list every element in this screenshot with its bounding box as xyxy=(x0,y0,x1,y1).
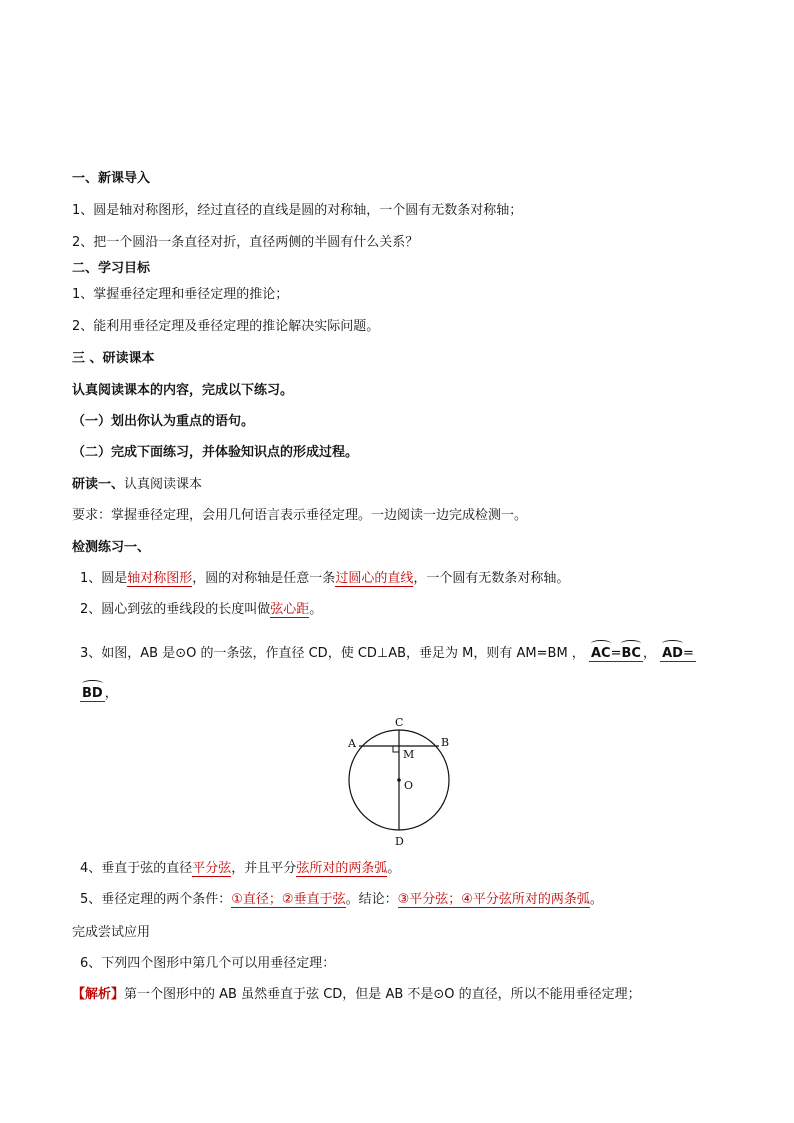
label-c: C xyxy=(395,716,404,729)
comma: ， xyxy=(642,646,656,661)
q1-answer-1: 轴对称图形 xyxy=(127,571,193,586)
center-point xyxy=(397,778,401,782)
section-title-intro: 一、新课导入 xyxy=(72,171,151,186)
q5-text: 5、垂径定理的两个条件： xyxy=(80,892,232,907)
q2-answer: 弦心距 xyxy=(270,602,310,617)
comma: ， xyxy=(104,686,118,701)
section-title-goals: 二、学习目标 xyxy=(72,261,151,276)
reading-one-label: 研读一、 xyxy=(72,477,125,492)
circle-figure xyxy=(340,712,460,852)
equals-sign: = xyxy=(682,646,694,661)
label-o: O xyxy=(404,779,414,792)
label-a: A xyxy=(348,737,356,750)
q4-text: 4、垂直于弦的直径 xyxy=(80,861,193,876)
analysis-text: 第一个图形中的 AB 虽然垂直于弦 CD，但是 AB 不是⊙O 的直径，所以不能用垂径定理； xyxy=(124,987,641,1002)
label-b: B xyxy=(441,736,450,749)
question-1 xyxy=(80,570,569,588)
requirement: 要求：掌握垂径定理，会用几何语言表示垂径定理。一边阅读一边完成检测一。 xyxy=(72,508,528,523)
q5-text: 。 xyxy=(589,892,603,907)
q5-answer-1: ①直径；②垂直于弦 xyxy=(231,892,346,907)
question-3-cont xyxy=(80,682,118,703)
q4-answer-2: 弦所对的两条弧 xyxy=(296,861,388,876)
q4-text: ，并且平分 xyxy=(231,861,297,876)
label-m: M xyxy=(403,748,415,761)
q2-text: 2、圆心到弦的垂线段的长度叫做 xyxy=(80,602,271,617)
arc-bc: BC xyxy=(621,642,640,663)
paragraph: 1、圆是轴对称图形，经过直径的直线是圆的对称轴，一个圆有无数条对称轴； xyxy=(72,203,523,218)
paragraph: 1、掌握垂径定理和垂径定理的推论； xyxy=(72,287,289,302)
q4-text: 。 xyxy=(387,861,401,876)
question-2 xyxy=(80,601,322,619)
label-d: D xyxy=(395,835,404,848)
right-angle-mark xyxy=(393,746,399,752)
arc-ac: AC xyxy=(591,642,611,663)
q1-answer-2: 过圆心的直线 xyxy=(335,571,414,586)
equals-sign: = xyxy=(610,646,622,661)
question-6: 6、下列四个图形中第几个可以用垂径定理： xyxy=(80,956,336,971)
q5-answer-2: ③平分弦；④平分弦所对的两条弧 xyxy=(397,892,590,907)
q1-text: 1、圆是 xyxy=(80,571,128,586)
apply-heading: 完成尝试应用 xyxy=(72,925,151,940)
question-4 xyxy=(80,860,400,878)
q1-text: ，圆的对称轴是任意一条 xyxy=(192,571,336,586)
q3-text: 3、如图，AB 是⊙O 的一条弦，作直径 CD，使 CD⊥AB，垂足为 M，则有 AM=BM ， xyxy=(80,646,585,661)
paragraph: 2、把一个圆沿一条直径对折，直径两侧的半圆有什么关系？ xyxy=(72,235,419,250)
analysis xyxy=(72,986,641,1004)
instruction: 认真阅读课本的内容，完成以下练习。 xyxy=(72,383,294,398)
analysis-tag: 【解析】 xyxy=(72,987,125,1002)
instruction: （二）完成下面练习，并体验知识点的形成过程。 xyxy=(72,445,359,460)
q5-text: 。结论： xyxy=(345,892,398,907)
reading-one-text: 认真阅读课本 xyxy=(124,477,203,492)
question-3 xyxy=(80,642,696,663)
paragraph: 2、能利用垂径定理及垂径定理的推论解决实际问题。 xyxy=(72,319,380,334)
arc-bd: BD xyxy=(82,682,103,703)
q1-text: ，一个圆有无数条对称轴。 xyxy=(413,571,570,586)
q3-answer-ad xyxy=(660,646,696,662)
question-5 xyxy=(80,891,603,909)
exercise-title: 检测练习一、 xyxy=(72,540,151,555)
q2-text: 。 xyxy=(309,602,323,617)
instruction: （一）划出你认为重点的语句。 xyxy=(72,414,255,429)
arc-ad: AD xyxy=(662,642,683,663)
q4-answer-1: 平分弦 xyxy=(192,861,232,876)
section-title-reading: 三 、研读课本 xyxy=(72,351,155,366)
reading-one-heading xyxy=(72,476,202,494)
q3-answer-bd xyxy=(80,686,105,702)
q3-answer-ac-bc xyxy=(589,646,643,662)
